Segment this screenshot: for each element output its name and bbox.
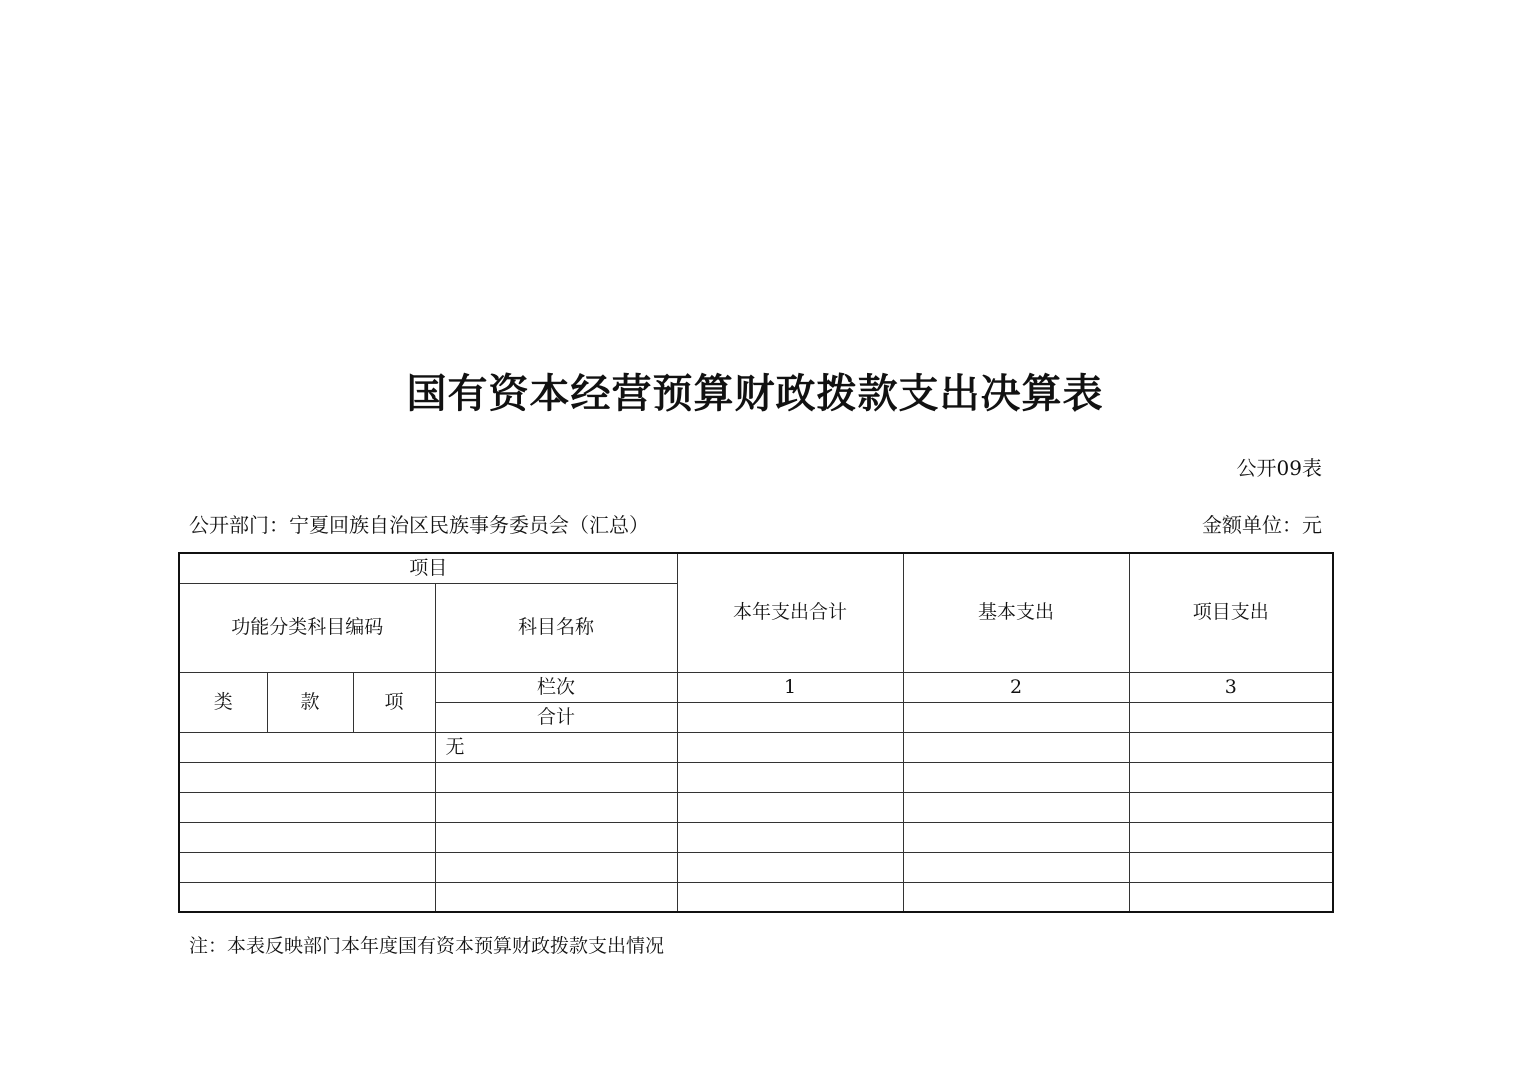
row-name	[435, 882, 677, 912]
header-row-1	[179, 553, 1333, 583]
column-number-row	[179, 672, 1333, 702]
total-cell	[1129, 702, 1333, 732]
row-code	[179, 882, 435, 912]
row-name	[435, 762, 677, 792]
row-project	[1129, 852, 1333, 882]
table-row	[179, 762, 1333, 792]
row-basic	[903, 822, 1129, 852]
column-number-3: 3	[1129, 672, 1333, 702]
row-code	[179, 852, 435, 882]
row-project	[1129, 762, 1333, 792]
column-number-2: 2	[903, 672, 1129, 702]
form-number: 公开09表	[1236, 456, 1322, 480]
expenditure-table	[178, 552, 1334, 913]
table-row	[179, 792, 1333, 822]
footnote: 注：本表反映部门本年度国有资本预算财政拨款支出情况	[189, 935, 665, 957]
row-project	[1129, 882, 1333, 912]
row-basic	[903, 732, 1129, 762]
header-basic: 基本支出	[903, 553, 1129, 672]
row-total	[677, 792, 903, 822]
department-label: 公开部门：宁夏回族自治区民族事务委员会（汇总）	[189, 513, 649, 537]
row-name: 无	[435, 732, 677, 762]
row-total	[677, 882, 903, 912]
header-code: 功能分类科目编码	[179, 583, 435, 672]
row-basic	[903, 852, 1129, 882]
row-basic	[903, 762, 1129, 792]
header-project-expense: 项目支出	[1129, 553, 1333, 672]
header-project: 项目	[179, 553, 677, 583]
sub-header-kuan: 款	[267, 672, 353, 732]
row-code	[179, 732, 435, 762]
amount-unit-label: 金额单位：元	[1202, 513, 1322, 537]
row-name	[435, 852, 677, 882]
row-basic	[903, 882, 1129, 912]
table-row	[179, 852, 1333, 882]
header-total: 本年支出合计	[677, 553, 903, 672]
sub-header-xiang: 项	[353, 672, 435, 732]
row-code	[179, 792, 435, 822]
row-code	[179, 762, 435, 792]
row-name	[435, 822, 677, 852]
row-total	[677, 852, 903, 882]
row-project	[1129, 822, 1333, 852]
page-title: 国有资本经营预算财政拨款支出决算表	[406, 370, 1104, 417]
table-row	[179, 882, 1333, 912]
column-number-label: 栏次	[435, 672, 677, 702]
table-row	[179, 732, 1333, 762]
total-cell	[903, 702, 1129, 732]
total-cell	[677, 702, 903, 732]
column-number-1: 1	[677, 672, 903, 702]
row-name	[435, 792, 677, 822]
row-project	[1129, 732, 1333, 762]
header-name: 科目名称	[435, 583, 677, 672]
row-total	[677, 762, 903, 792]
total-label: 合计	[435, 702, 677, 732]
row-code	[179, 822, 435, 852]
table-row	[179, 822, 1333, 852]
row-basic	[903, 792, 1129, 822]
row-total	[677, 732, 903, 762]
sub-header-lei: 类	[179, 672, 267, 732]
row-project	[1129, 792, 1333, 822]
row-total	[677, 822, 903, 852]
